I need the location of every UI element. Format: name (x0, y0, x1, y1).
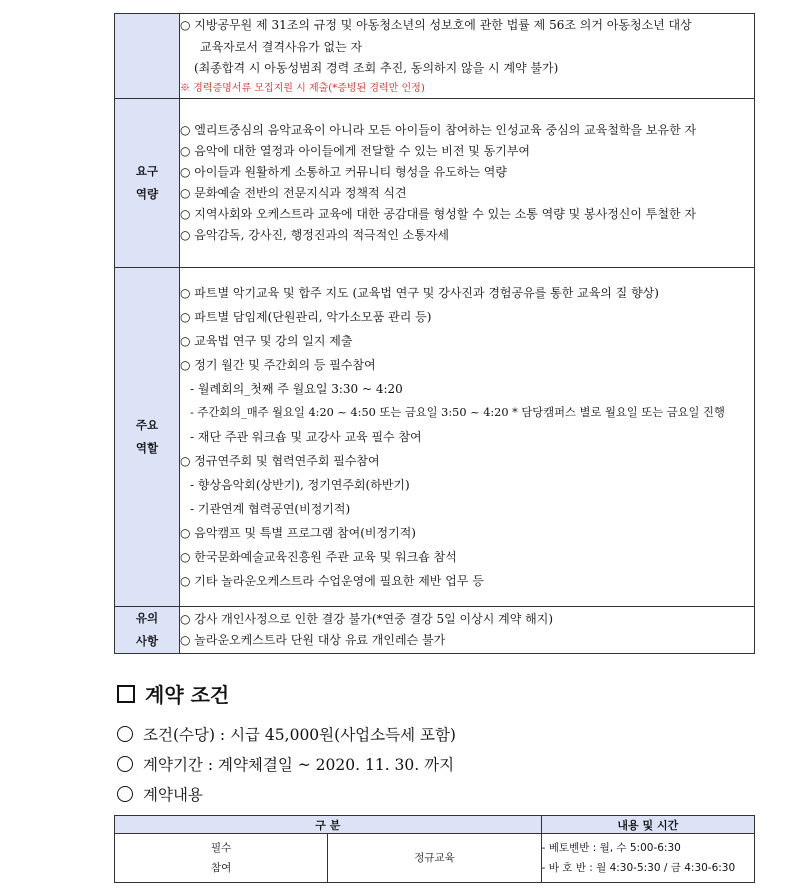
table-row (115, 834, 755, 883)
row-label-empty (115, 14, 180, 99)
list-item: ○ 교육법 연구 및 강의 일지 제출 (180, 334, 353, 348)
warning-note: ※ 경력증명서류 모집지원 시 제출(*증빙된 경력만 인정) (180, 82, 425, 94)
list-item: ○ 아이들과 원활하게 소통하고 커뮤니티 형성을 유도하는 역량 (180, 165, 507, 179)
list-item-note: (최종합격 시 아동성범죄 경력 조회 추진, 동의하지 않을 시 계약 불가) (194, 61, 559, 76)
condition-item (117, 720, 456, 750)
row-label-line: 유의 (135, 611, 159, 625)
row-label-competency (115, 99, 180, 268)
row-label-line: 요구 (135, 164, 159, 178)
list-item: ○ 지역사회와 오케스트라 교육에 대한 공감대를 형성할 수 있는 소통 역량 및 봉사정신이 투철한 자 (180, 207, 696, 221)
row-label-line: 주요 (135, 418, 159, 432)
sub-item: - 향상음악회(상반기), 정기연주회(하반기) (190, 478, 410, 492)
list-item: ○ 문화예술 전반의 전문지식과 정책적 식견 (180, 186, 407, 200)
section-heading (117, 680, 229, 710)
table-row (115, 268, 755, 607)
list-item: ○ 엘리트중심의 음악교육이 아니라 모든 아이들이 참여하는 인성교육 중심의 교육철학을 보유한 자 (180, 123, 697, 137)
row-label-line: 역량 (135, 187, 159, 201)
detail-line: - 베토벤반 : 월, 수 5:00-6:30 (541, 842, 681, 854)
table-row (115, 99, 755, 268)
sub-item: - 기관연계 협력공연(비정기적) (190, 502, 351, 516)
requirements-table (114, 13, 755, 654)
circle-bullet-icon (117, 786, 133, 802)
list-item: ○ 기타 놀라운오케스트라 수업운영에 필요한 제반 업무 등 (180, 574, 484, 588)
sub-item: - 재단 주관 워크숍 및 교강사 교육 필수 참여 (190, 430, 422, 444)
list-item: ○ 한국문화예술교육진흥원 주관 교육 및 워크숍 참석 (180, 550, 457, 564)
list-item: ○ 음악캠프 및 특별 프로그램 참여(비정기적) (180, 526, 416, 540)
details-cell (541, 834, 754, 883)
eligibility-cell (180, 14, 755, 99)
column-header-content: 내용 및 시간 (541, 816, 754, 834)
row-label-roles (115, 268, 180, 607)
condition-item (117, 780, 203, 810)
sub-item: - 월례회의_첫째 주 월요일 3:30 ~ 4:20 (190, 382, 403, 396)
row-label-notes (115, 607, 180, 654)
list-item: ○ 파트별 담임제(단원관리, 악가소모품 관리 등) (180, 310, 432, 324)
table-row (115, 607, 755, 654)
column-header-category: 구 분 (115, 816, 542, 834)
list-item-continuation: 교육자로서 결격사유가 없는 자 (200, 39, 363, 54)
checkbox-square-icon (117, 685, 135, 703)
list-item: ○ 놀라운오케스트라 단원 대상 유료 개인레슨 불가 (180, 633, 446, 647)
section-title: 계약 조건 (145, 683, 230, 707)
notes-cell (180, 607, 755, 654)
condition-text: 계약기간 : 계약체결일 ~ 2020. 11. 30. 까지 (143, 756, 455, 774)
schedule-table (114, 815, 755, 883)
circle-bullet-icon (117, 726, 133, 742)
condition-text: 계약내용 (143, 786, 203, 804)
circle-bullet-icon (117, 756, 133, 772)
row-label-line: 역할 (135, 441, 159, 455)
list-item: ○ 정규연주회 및 협력연주회 필수참여 (180, 454, 380, 468)
roles-cell (180, 268, 755, 607)
list-item: ○ 파트별 악기교육 및 합주 지도 (교육법 연구 및 강사진과 경험공유를 통한 교육의 질 향상) (180, 286, 659, 300)
detail-line: - 바 호 반 : 월 4:30-5:30 / 금 4:30-6:30 (541, 862, 736, 874)
list-item: ○ 강사 개인사정으로 인한 결강 불가(*연중 결강 5일 이상시 계약 해지) (180, 611, 554, 626)
table-header-row (115, 816, 755, 834)
list-item: ○ 음악감독, 강사진, 행정진과의 적극적인 소통자세 (180, 228, 450, 242)
list-item: ○ 정기 월간 및 주간회의 등 필수참여 (180, 358, 376, 372)
subcategory-cell: 정규교육 (328, 834, 541, 883)
table-row (115, 14, 755, 99)
list-item: ○ 음악에 대한 열정과 아이들에게 전달할 수 있는 비전 및 동기부여 (180, 144, 531, 158)
condition-item (117, 750, 454, 780)
category-line: 참여 (211, 862, 232, 874)
category-line: 필수 (211, 842, 232, 854)
list-item: ○ 지방공무원 제 31조의 규정 및 아동청소년의 성보호에 관한 법률 제 56조 의거 아동청소년 대상 (180, 18, 692, 33)
condition-text: 조건(수당) : 시급 45,000원(사업소득세 포함) (143, 726, 456, 744)
competency-cell (180, 99, 755, 268)
row-label-line: 사항 (135, 634, 159, 648)
sub-item: - 주간회의_매주 월요일 4:20 ~ 4:50 또는 금요일 3:50 ~ 4:20 * 담당캠퍼스 별로 월요일 또는 금요일 진행 (190, 406, 725, 419)
category-cell (115, 834, 328, 883)
